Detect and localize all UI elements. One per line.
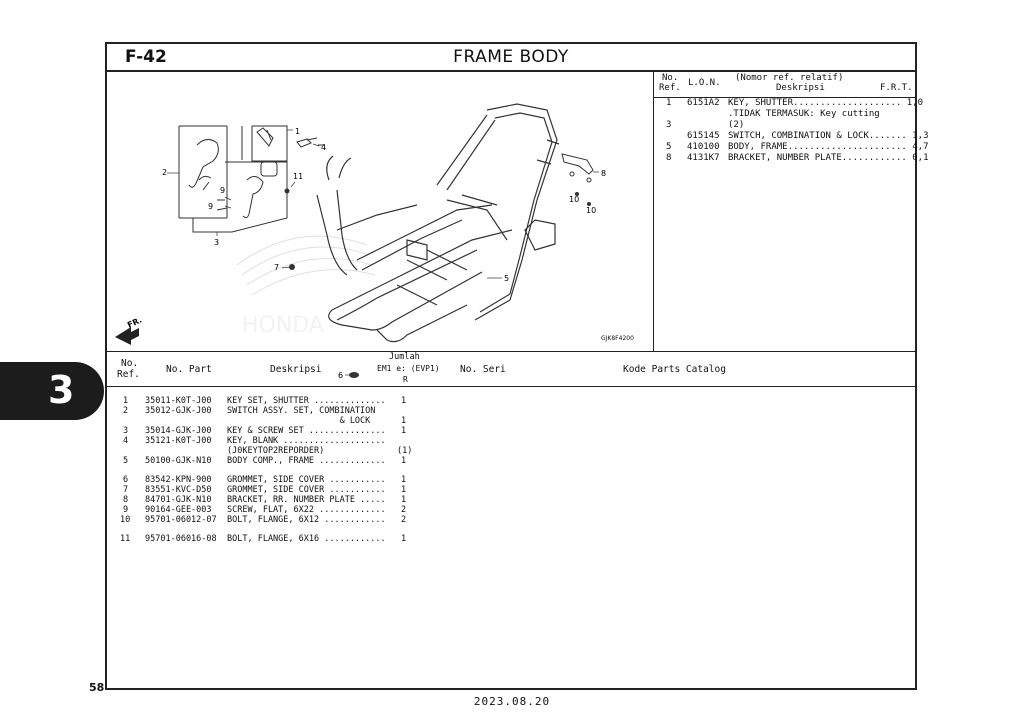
callout-6: 6 [338, 371, 344, 380]
parts-row: 5 50100-GJK-N10 BODY COMP., FRAME ............. 1 [123, 456, 407, 466]
ref-row: 615145 SWITCH, COMBINATION & LOCK....... 1,3 [687, 131, 929, 141]
front-label: FR. [126, 315, 144, 330]
leader-lines [167, 130, 599, 375]
reference-table-header [654, 70, 915, 98]
parts-row: 8 84701-GJK-N10 BRACKET, RR. NUMBER PLATE ..... 1 [123, 495, 407, 505]
parts-row: (J0KEYTOP2REPORDER) (1) [227, 446, 413, 456]
parts-row: 11 95701-06016-08 BOLT, FLANGE, 6X16 ............ 1 [120, 534, 407, 544]
ref-header-relatif: (Nomor ref. relatif) [735, 73, 844, 83]
parts-header-catalog: Kode Parts Catalog [623, 364, 726, 375]
ref-header-ref: Ref. [659, 83, 681, 93]
section-tab-number: 3 [48, 368, 75, 412]
ref-header-frt: F.R.T. [880, 83, 913, 93]
ref-row: 3 (2) [666, 120, 745, 130]
ref-row: 8 4131K7 BRACKET, NUMBER PLATE............ 0,1 [666, 153, 929, 163]
page-number: 58 [89, 681, 105, 694]
ref-row: 5 410100 BODY, FRAME...................... 4,7 [666, 142, 929, 152]
item-8-bracket [562, 154, 593, 182]
callout-10a: 10 [569, 195, 580, 204]
frame-body [317, 104, 559, 342]
parts-row: 10 95701-06012-07 BOLT, FLANGE, 6X12 ............ 2 [120, 515, 407, 525]
callout-1: 1 [295, 127, 301, 136]
parts-header-variant: EM1 e: (EVP1) [377, 364, 440, 373]
parts-header-desc: Deskripsi [270, 364, 322, 375]
item-4-key-blank [297, 138, 324, 147]
parts-header-part: No. Part [166, 364, 212, 375]
parts-header-no: No. [121, 358, 139, 369]
callout-3: 3 [214, 238, 220, 247]
callout-5: 5 [504, 274, 510, 283]
parts-header-jumlah: Jumlah [389, 352, 420, 362]
parts-header-ref: Ref. [117, 369, 140, 380]
callout-9a: 9 [220, 186, 226, 195]
parts-row: 1 35011-K0T-J00 KEY SET, SHUTTER .............. 1 [123, 396, 407, 406]
callout-10b: 10 [586, 206, 597, 215]
parts-row: 7 83551-KVC-D50 GROMMET, SIDE COVER ........... 1 [123, 485, 407, 495]
reference-table [654, 70, 929, 351]
callout-2: 2 [162, 168, 168, 177]
ref-row: .TIDAK TERMASUK: Key cutting [728, 109, 880, 119]
callout-labels [162, 127, 606, 380]
parts-header-seri: No. Seri [460, 364, 506, 375]
ref-header-lon: L.O.N. [688, 78, 721, 88]
callout-11: 11 [293, 172, 304, 181]
ref-row: 1 6151A2 KEY, SHUTTER.................... 1,0 [666, 98, 924, 108]
drawing-code: GJK8F4200 [601, 335, 634, 342]
fasteners [285, 189, 592, 379]
callout-9b: 9 [208, 202, 214, 211]
callout-8: 8 [601, 169, 607, 178]
parts-header-r: R [403, 375, 408, 384]
figure-code: F-42 [125, 47, 167, 67]
section-tab [0, 362, 104, 420]
parts-row: 2 35012-GJK-J00 SWITCH ASSY. SET, COMBINATION [123, 406, 376, 416]
parts-page-frame [105, 42, 929, 690]
parts-row: 9 90164-GEE-003 SCREW, FLAT, 6X22 ............. 2 [123, 505, 407, 515]
watermark-text: HONDA [242, 313, 324, 338]
parts-table-header [107, 352, 915, 387]
honda-watermark [237, 236, 375, 338]
parts-row: 3 35014-GJK-J00 KEY & SCREW SET ............... 1 [123, 426, 407, 436]
parts-row: & LOCK 1 [227, 416, 407, 426]
parts-row: 6 83542-KPN-900 GROMMET, SIDE COVER ........... 1 [123, 475, 407, 485]
figure-header [107, 44, 915, 72]
parts-row: 4 35121-K0T-J00 KEY, BLANK .................... [123, 436, 386, 446]
item-2-group [179, 126, 287, 232]
item-11-bolt [285, 189, 290, 194]
ref-header-no: No. [662, 73, 679, 83]
callout-7: 7 [274, 263, 280, 272]
figure-title: FRAME BODY [453, 47, 569, 67]
print-date: 2023.08.20 [473, 695, 551, 708]
ref-header-desc: Deskripsi [776, 83, 825, 93]
callout-4: 4 [321, 143, 327, 152]
front-direction-arrow-icon [115, 315, 143, 345]
